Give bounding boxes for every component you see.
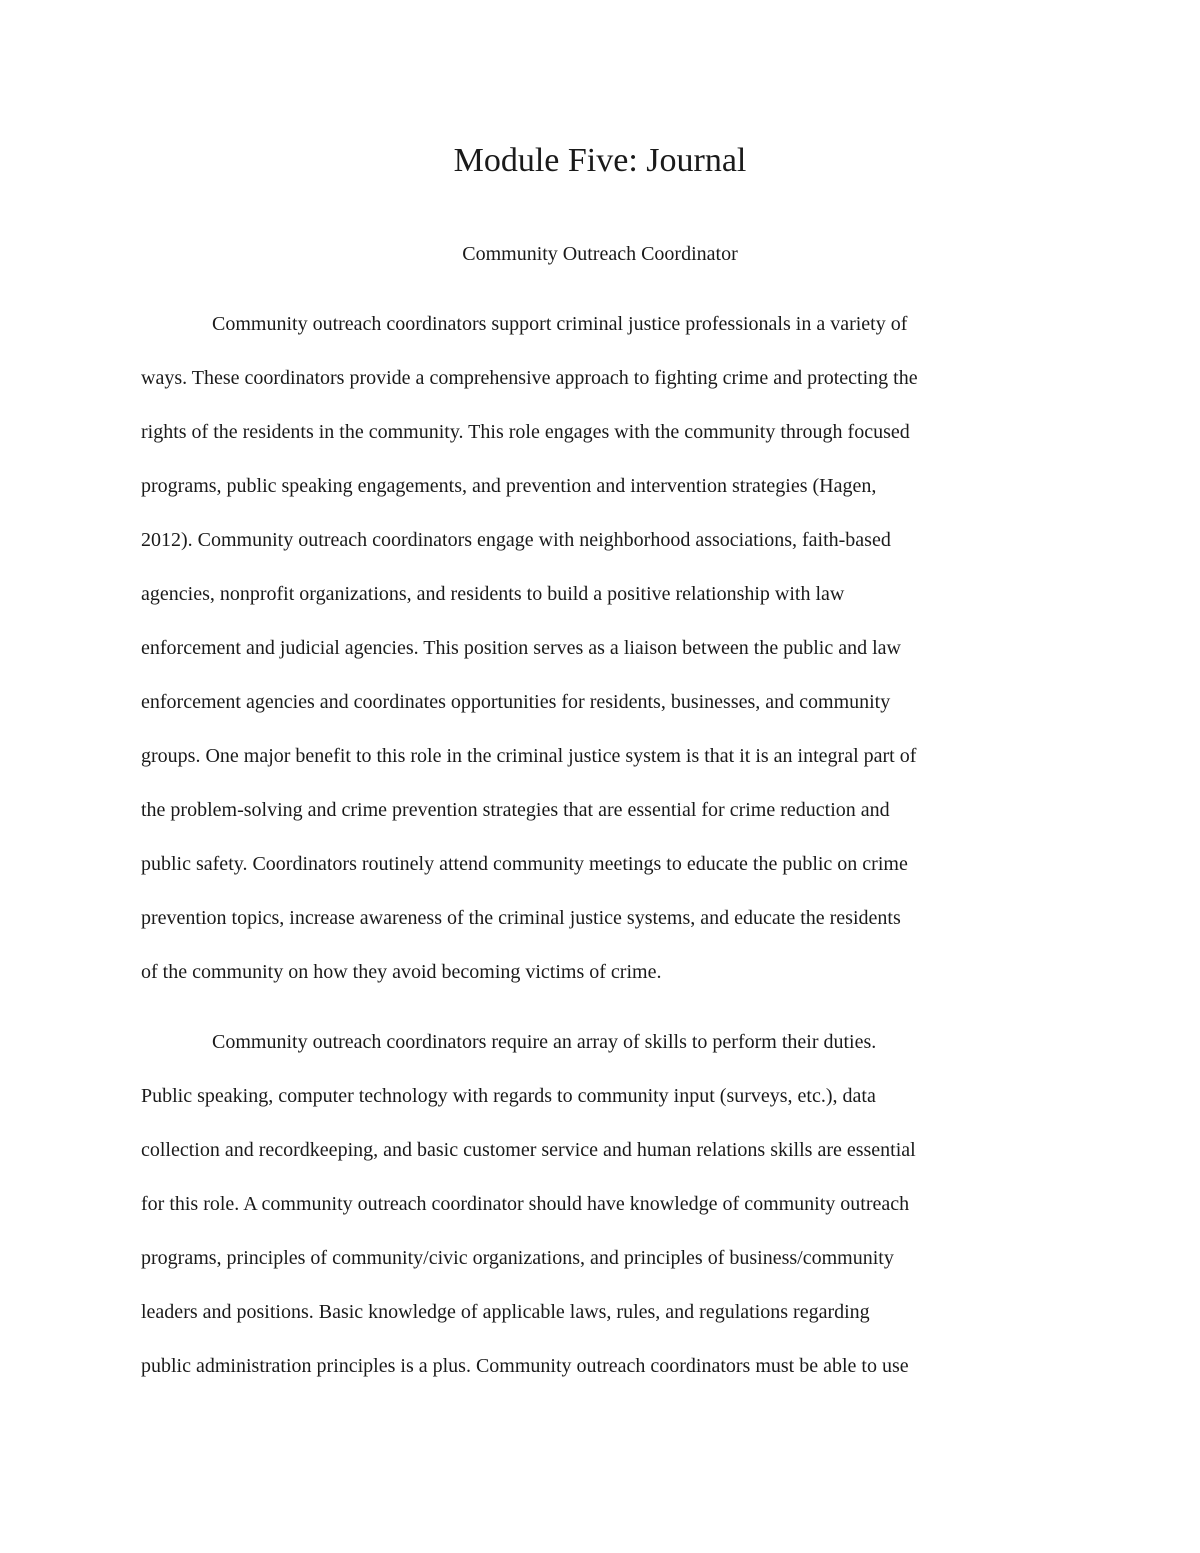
paragraph-line: programs, public speaking engagements, and prevention and intervention strategies (Hagen, <box>141 475 877 497</box>
paragraph-line: for this role. A community outreach coordinator should have knowledge of community outreach <box>141 1193 910 1215</box>
paragraph-line: enforcement and judicial agencies. This position serves as a liaison between the public and law <box>141 637 901 659</box>
paragraph-line: Community outreach coordinators support criminal justice professionals in a variety of <box>212 313 908 335</box>
paragraph-line: public safety. Coordinators routinely attend community meetings to educate the public on crime <box>141 853 908 875</box>
paragraph-line: 2012). Community outreach coordinators engage with neighborhood associations, faith-based <box>141 529 891 551</box>
paragraph-line: the problem-solving and crime prevention strategies that are essential for crime reduction and <box>141 799 890 821</box>
paragraph-line: of the community on how they avoid becoming victims of crime. <box>141 961 662 983</box>
paragraph-line: Community outreach coordinators require an array of skills to perform their duties. <box>212 1031 877 1053</box>
paragraph-line: public administration principles is a plus. Community outreach coordinators must be able to use <box>141 1355 909 1377</box>
paragraph-line: ways. These coordinators provide a comprehensive approach to fighting crime and protecting the <box>141 367 918 389</box>
paragraph-line: prevention topics, increase awareness of the criminal justice systems, and educate the residents <box>141 907 901 929</box>
document-subtitle: Community Outreach Coordinator <box>462 243 738 265</box>
paragraph-line: leaders and positions. Basic knowledge of applicable laws, rules, and regulations regarding <box>141 1301 870 1323</box>
paragraph-line: groups. One major benefit to this role in the criminal justice system is that it is an integral part of <box>141 745 917 767</box>
paragraph-line: collection and recordkeeping, and basic customer service and human relations skills are essential <box>141 1139 916 1161</box>
paragraph-line: agencies, nonprofit organizations, and residents to build a positive relationship with law <box>141 583 845 605</box>
paragraph-line: enforcement agencies and coordinates opportunities for residents, businesses, and community <box>141 691 891 713</box>
paragraph-line: programs, principles of community/civic organizations, and principles of business/community <box>141 1247 894 1269</box>
paragraph-line: Public speaking, computer technology with regards to community input (surveys, etc.), data <box>141 1085 876 1107</box>
document-title: Module Five: Journal <box>453 142 747 179</box>
paragraph-line: rights of the residents in the community. This role engages with the community through focused <box>141 421 910 443</box>
